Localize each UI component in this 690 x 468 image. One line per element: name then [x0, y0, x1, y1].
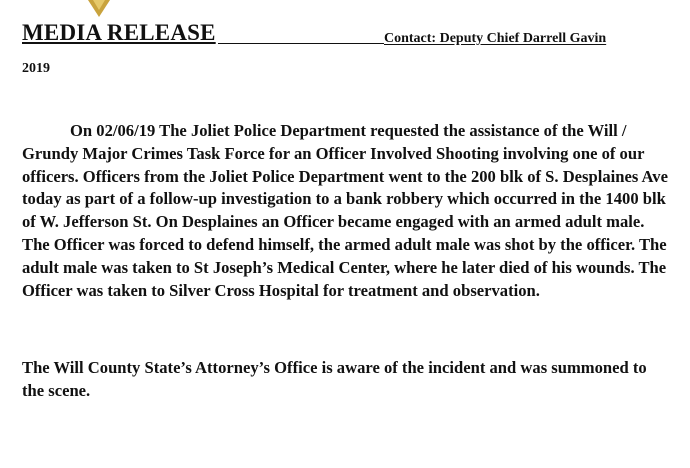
- media-release-title: MEDIA RELEASE: [22, 20, 216, 45]
- police-badge-icon: [86, 0, 112, 18]
- header-divider: [218, 43, 384, 44]
- contact-line: Contact: Deputy Chief Darrell Gavin: [384, 31, 607, 46]
- release-date: 2019: [22, 61, 50, 76]
- body-paragraph: On 02/06/19 The Joliet Police Department requested the assistance of the Will / Grundy Major Crimes Task Force for an Officer Involved Shooting involving one of our officers. Officers from the Joliet Police Department went to the 200 blk of S. Desplaines Ave today as part of a follow-up investigation to a bank robbery which occurred in the 1400 blk of W. Jefferson St. On Desplaines an Officer became engaged with an armed adult male. The Officer was forced to defend himself, the armed adult male was shot by the officer. The adult male was taken to St Joseph’s Medical Center, where he later died of his wounds. The Officer was taken to Silver Cross Hospital for treatment and observation.: [22, 121, 668, 300]
- body-paragraph: The Will County State’s Attorney’s Office is aware of the incident and was summoned to the scene.: [22, 358, 647, 400]
